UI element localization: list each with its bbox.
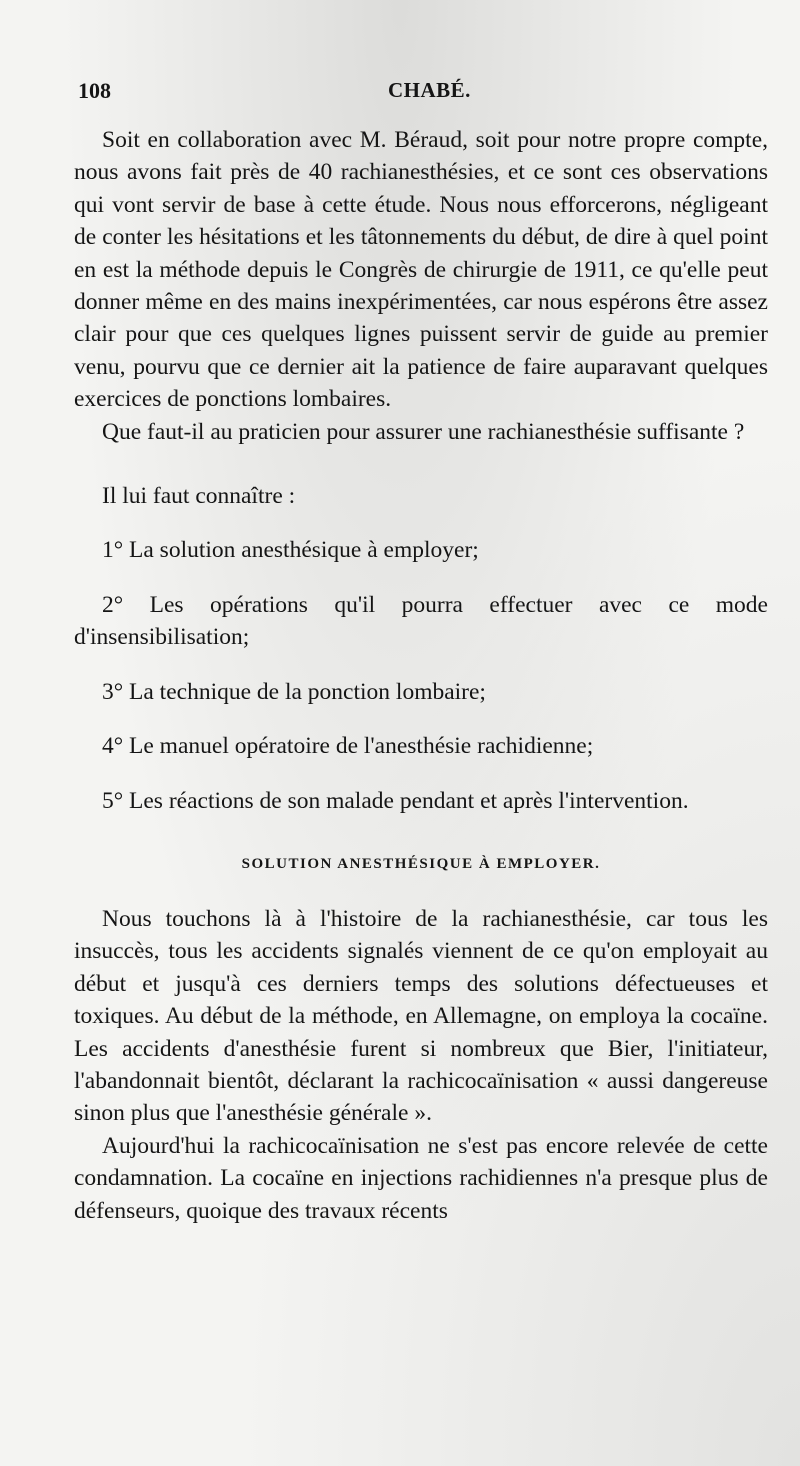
- list-item: 5° Les réactions de son malade pendant et après l'intervention.: [102, 787, 689, 814]
- paragraph-today: Aujourd'hui la rachicocaïnisation ne s'est pas encore relevée de cette condamnation. La cocaïne en injections rachidiennes n'a presque plus de défenseurs, quoique des travaux récents: [74, 1132, 768, 1224]
- running-head: CHABÉ.: [388, 78, 471, 102]
- list-item: 1° La solution anesthésique à employer;: [102, 537, 479, 564]
- paragraph-requirements-lead: Il lui faut connaître :: [102, 483, 296, 510]
- page-header: [0, 78, 800, 118]
- paragraph-question: Que faut-il au praticien pour assurer une rachianesthésie suffisante ?: [102, 418, 745, 445]
- body-text: [74, 124, 768, 1227]
- list-item: 2° Les opérations qu'il pourra effectuer avec ce mode d'insensibilisation;: [74, 591, 768, 651]
- list-item: 4° Le manuel opératoire de l'anesthésie rachidienne;: [102, 733, 594, 760]
- page-number: 108: [78, 78, 111, 103]
- list-item: 3° La technique de la ponction lombaire;: [102, 678, 486, 705]
- paragraph-history: Nous touchons là à l'histoire de la rachianesthésie, car tous les insuccès, tous les accidents signalés viennent de ce qu'on employait au début et jusqu'à ces derniers temps des solutions défectueuses et toxiques. Au début de la méthode, en Allemagne, on employa la cocaïne. Les accidents d'anesthésie furent si nombreux que Bier, l'initiateur, l'abandonnait bientôt, déclarant la rachicocaïnisation « aussi dangereuse sinon plus que l'anesthésie générale ».: [74, 905, 768, 1127]
- section-spacer: [74, 817, 768, 849]
- section-heading: SOLUTION ANESTHÉSIQUE À EMPLOYER.: [241, 855, 601, 872]
- paragraph-intro: Soit en collaboration avec M. Béraud, soit pour notre propre compte, nous avons fait près de 40 rachianesthésies, et ce sont ces observations qui vont servir de base à cette étude. Nous nous efforcerons, négligeant de conter les hésitations et les tâtonnements du début, de dire à quel point en est la méthode depuis le Congrès de chirurgie de 1911, ce qu'elle peut donner même en des mains inexpérimentées, car nous espérons être assez clair pour que ces quelques lignes puissent servir de guide au premier venu, pourvu que ce dernier ait la patience de faire auparavant quelques exercices de ponctions lombaires.: [74, 127, 768, 413]
